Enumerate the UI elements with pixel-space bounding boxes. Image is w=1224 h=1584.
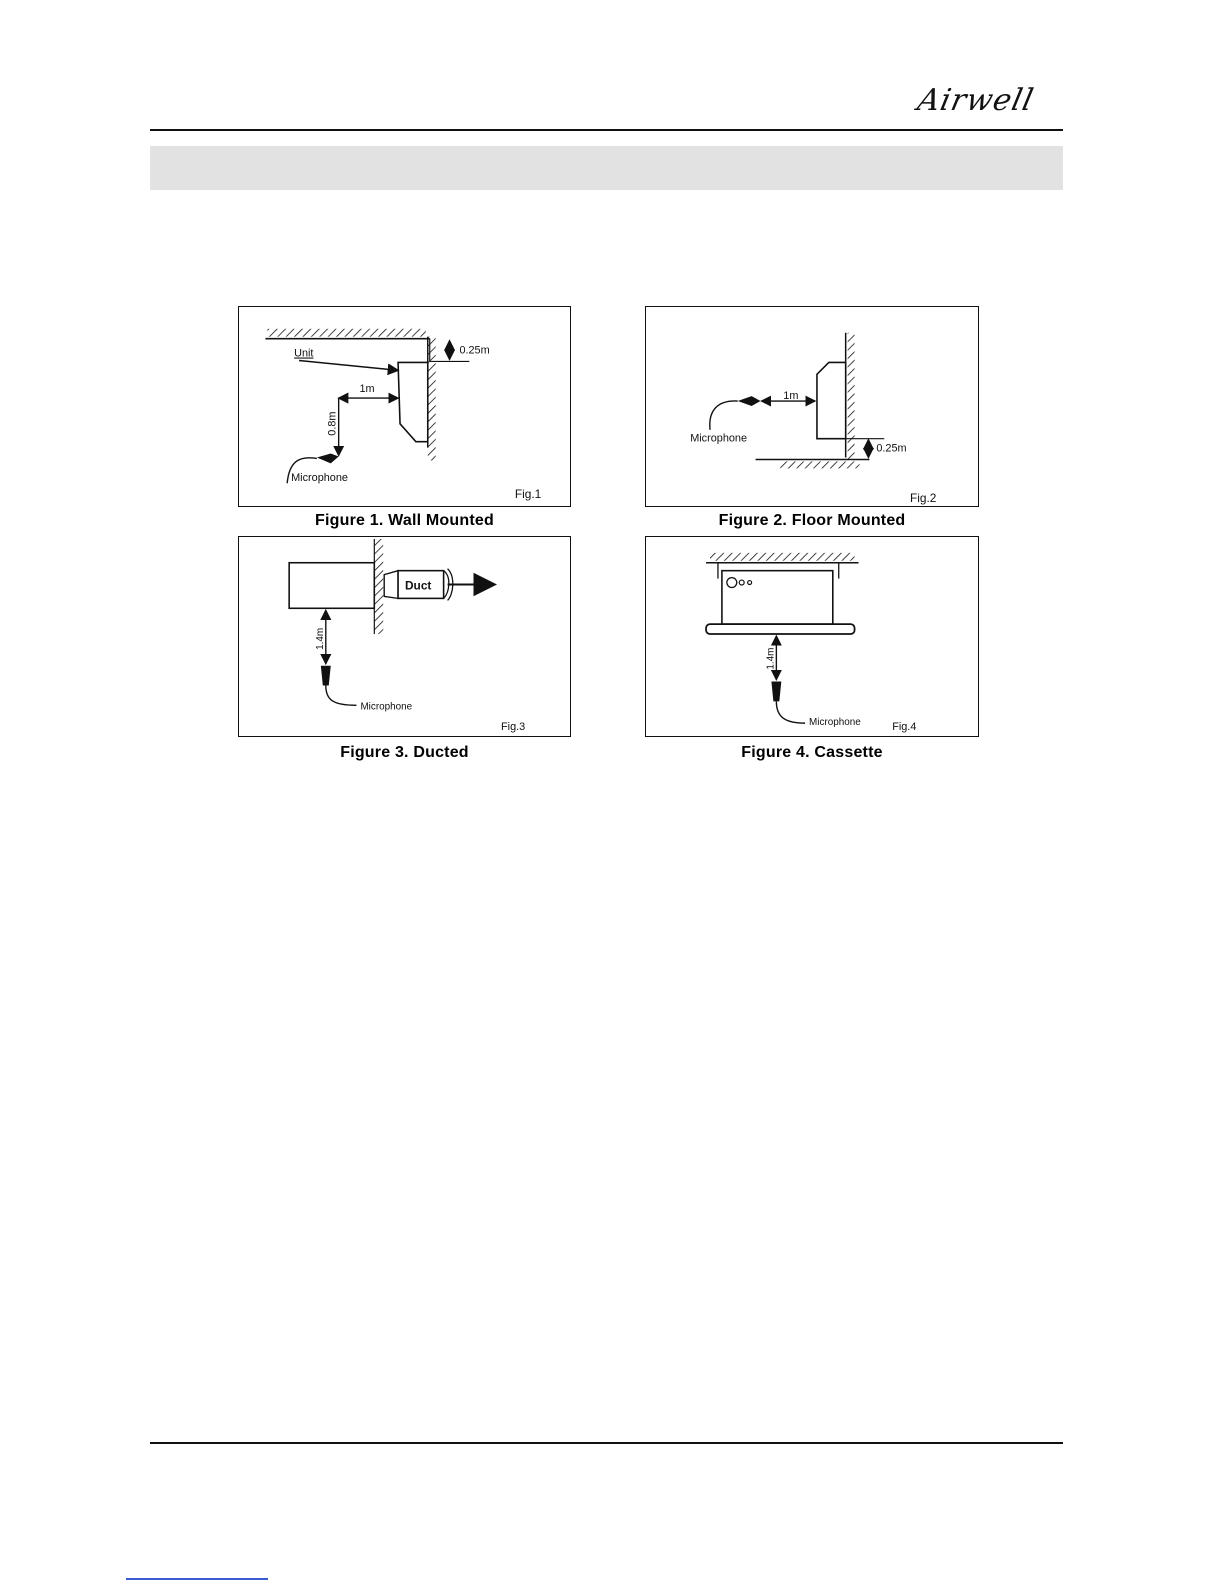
fig-tag: Fig.4 <box>892 721 917 734</box>
figure-3-ducted <box>238 536 571 737</box>
wall-hatch <box>374 539 383 634</box>
fig-tag: Fig.1 <box>514 487 542 502</box>
figure-4-cassette <box>645 536 979 737</box>
ceiling-hatch <box>710 553 855 561</box>
wall-hatch <box>848 333 855 460</box>
figure-1-wall-mounted <box>238 306 571 507</box>
label-vertical: 0.8m <box>326 411 339 436</box>
wall-hatch <box>428 337 436 461</box>
header-rule <box>150 129 1063 131</box>
figure-4-caption: Figure 4. Cassette <box>741 744 883 761</box>
label-top-gap: 0.25m <box>459 344 490 357</box>
section-title-band <box>150 146 1063 190</box>
label-microphone: Microphone <box>360 701 413 713</box>
label-microphone: Microphone <box>291 472 348 485</box>
floor-unit <box>817 362 846 438</box>
ceiling-hatch <box>267 329 425 337</box>
label-bottom-gap: 0.25m <box>876 442 907 455</box>
microphone-icon <box>317 454 339 464</box>
label-microphone: Microphone <box>690 432 748 445</box>
cassette-panel <box>706 624 855 634</box>
microphone-icon <box>738 396 761 406</box>
cassette-unit <box>722 571 833 624</box>
airwell-logo: Airwell <box>914 83 1038 118</box>
footer-link-underline[interactable] <box>126 1578 268 1580</box>
figure-2-floor-mounted <box>645 306 979 507</box>
microphone-icon <box>321 666 331 686</box>
fig-tag: Fig.2 <box>910 491 937 506</box>
wall-unit <box>398 362 428 441</box>
floor-mounted-diagram <box>646 307 978 506</box>
label-microphone: Microphone <box>809 717 861 729</box>
cassette-diagram <box>646 537 978 736</box>
label-vertical: 1.4m <box>765 647 777 670</box>
footer-rule <box>150 1442 1063 1444</box>
wall-mounted-diagram <box>239 307 570 506</box>
figure-2-caption: Figure 2. Floor Mounted <box>718 512 906 529</box>
ducted-unit <box>289 563 374 609</box>
figure-1-caption: Figure 1. Wall Mounted <box>315 512 494 529</box>
label-horizontal: 1m <box>783 390 799 403</box>
label-vertical: 1.4m <box>314 627 326 650</box>
fig-tag: Fig.3 <box>501 721 526 734</box>
label-unit: Unit <box>294 347 314 360</box>
label-duct: Duct <box>404 578 432 593</box>
figure-3-caption: Figure 3. Ducted <box>340 744 469 761</box>
ducted-diagram <box>239 537 570 736</box>
label-horizontal: 1m <box>359 383 375 396</box>
floor-hatch <box>780 461 859 468</box>
microphone-icon <box>771 682 781 702</box>
